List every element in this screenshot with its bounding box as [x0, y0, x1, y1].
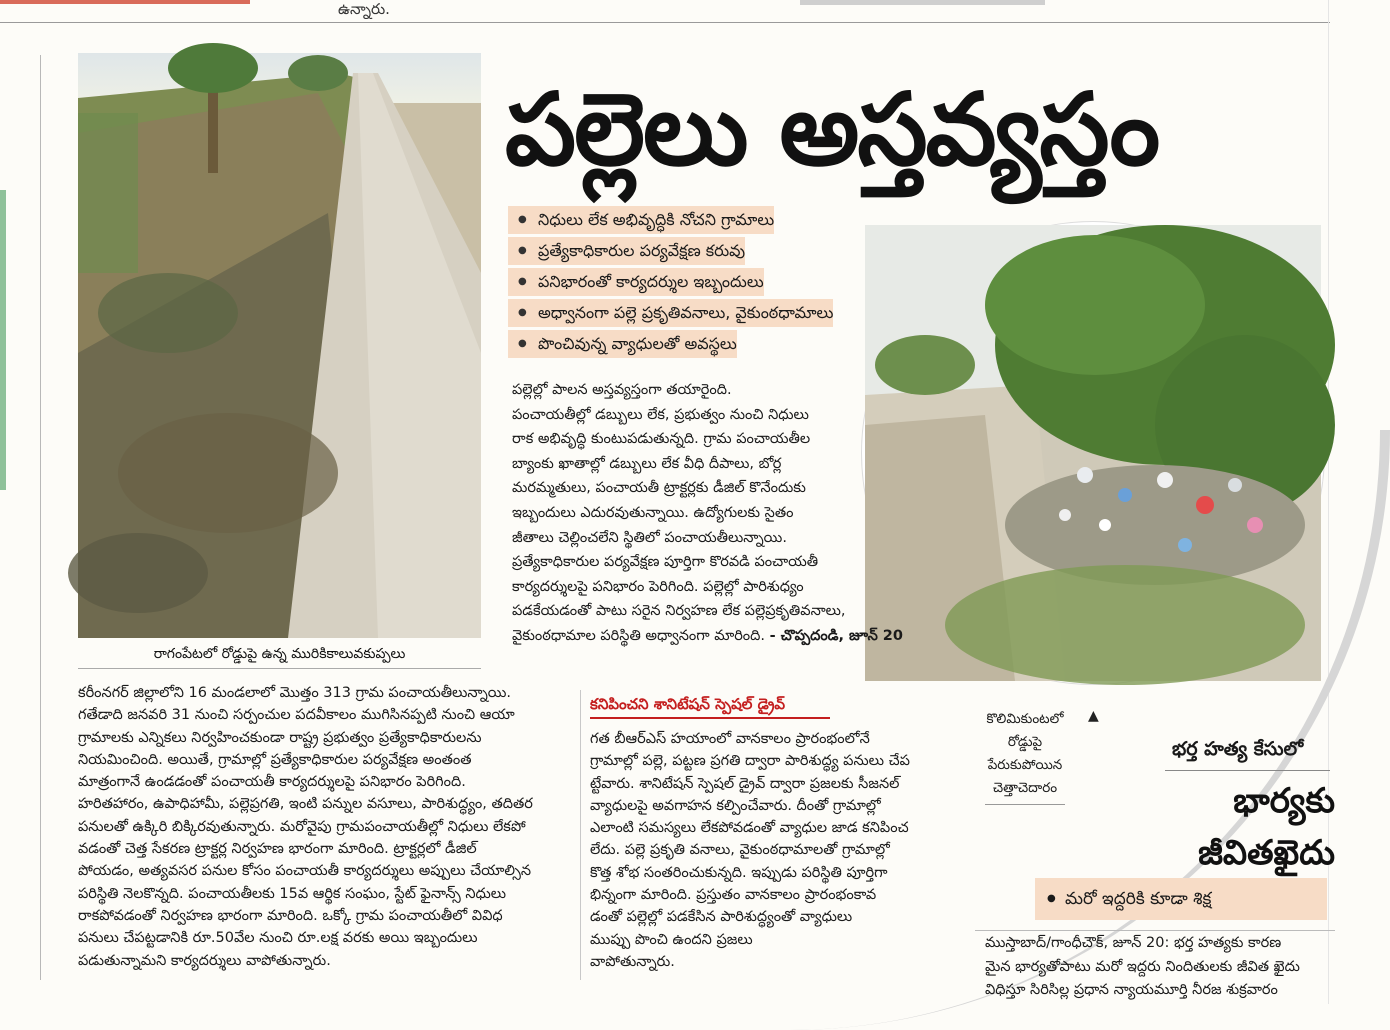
top-strip — [0, 0, 1387, 28]
body-line: జీతాలు చెల్లించలేని స్థితిలో పంచాయతీలున్నాయి. — [512, 529, 787, 546]
bullet-item: ● పనిభారంతో కార్యదర్శుల ఇబ్బందులు — [508, 268, 764, 296]
body-line: వైకుంఠధామాల పరిస్థితి అధ్వానంగా మారింది. - చొప్పదండి, జూన్ 20 — [512, 627, 903, 644]
photo1-caption: రాగంపేటలో రోడ్డుపై ఉన్న మురికికాలువకుప్పలు — [78, 640, 481, 669]
body-line: పనులతో ఉక్కిరి బిక్కిరవుతున్నారు. మరోవైపు గ్రామపంచాయతీల్లో నిధులు లేకపో — [78, 818, 526, 835]
garbage-heap-circle-photo — [862, 222, 1324, 684]
kicker-rule — [1165, 770, 1330, 771]
body-line: పడుతున్నామని కార్యదర్శులు వాపోతున్నారు. — [78, 952, 331, 969]
top-rule — [0, 22, 1330, 23]
body-line: పంచాయతీల్లో డబ్బులు లేక, ప్రభుత్వం నుంచి నిధులు — [512, 406, 809, 423]
body-line: కరీంనగర్ జిల్లాలోని 16 మండలాలో మొత్తం 313 గ్రామ పంచాయతీలున్నాయి. — [78, 685, 511, 701]
body-line: పల్లెల్లో పాలన అస్తవ్యస్తంగా తయారైంది. — [512, 382, 732, 398]
body-line: ప్రత్యేకాధికారుల పర్యవేక్షణ పూర్తిగా కొరవడి పంచాయతీ — [512, 554, 819, 571]
crime-rule — [975, 930, 1335, 931]
body-line: బ్యాంకు ఖాతాల్లో డబ్బులు లేక వీధి దీపాలు, బోర్ల — [512, 455, 782, 472]
grey-color-bar — [800, 0, 1045, 5]
road-garbage-photo — [78, 53, 481, 638]
photo2-caption — [975, 708, 1075, 805]
body-line: పనులు చేపట్టడానికి రూ.50వేల నుంచి రూ.లక్ష వరకు అయి ఇబ్బందులు — [78, 930, 478, 947]
caption-line: రోడ్డుపై — [1007, 734, 1043, 750]
body-line: గత బీఆర్ఎస్ హయాంలో వానకాలం ప్రారంభంలోనే — [590, 731, 870, 747]
body-line: గ్రామాల్లో పల్లె, పట్టణ ప్రగతి ద్వారా పారిశుద్ధ్య పనులు చేప — [590, 753, 910, 770]
body-line: మైన భార్యతోపాటు మరో ఇద్దరు నిందితులకు జీవిత ఖైదు — [985, 958, 1300, 975]
body-line: హరితహారం, ఉపాధిహామీ, పల్లెప్రగతి, ఇంటి పన్నుల వసూలు, పారిశుద్ధ్యం, తదితర — [78, 796, 533, 813]
body-line: ముస్తాబాద్/గాంధీచౌక్, జూన్ 20: భర్త హత్యకు కారణ — [985, 935, 1282, 951]
left-edge — [0, 40, 8, 680]
body-line: గ్రామాలకు ఎన్నికలు నిర్వహించకుండా రాష్ట్ర ప్రభుత్వం ప్రత్యేకాధికారులను — [78, 729, 482, 746]
body-line: పడకేయడంతో పాటు సరైన నిర్వహణ లేక పల్లెప్రకృతివనాలు, — [512, 603, 846, 620]
red-color-bar — [0, 0, 250, 4]
column-rule — [580, 690, 581, 980]
body-line: రాక అభివృద్ధి కుంటుపడుతున్నది. గ్రామ పంచాయతీల — [512, 431, 811, 448]
body-line: వ్యాధులపై అవగాహన కల్పించేవారు. దీంతో గ్రామాల్లో — [590, 797, 881, 814]
caption-line: కొలిమికుంటలో — [986, 711, 1064, 727]
body-line: గతేడాది జనవరి 31 నుంచి సర్పంచుల పదవీకాలం ముగిసినప్పటి నుంచి ఆయా — [78, 707, 515, 724]
crime-headline: భార్యకు జీవితఖైదు — [1198, 781, 1335, 873]
dateline: - చొప్పదండి, జూన్ 20 — [769, 627, 903, 644]
crime-story-body — [985, 932, 1330, 1003]
body-line: విధిస్తూ సిరిసిల్ల ప్రధాన న్యాయమూర్తి నీరజ శుక్రవారం — [985, 982, 1278, 998]
body-line: భిన్నంగా మారింది. ప్రస్తుతం వానకాలం ప్రారంభంకావ — [590, 887, 877, 904]
body-line: ఇబ్బందులు ఎదురవుతున్నాయి. ఉద్యోగులకు సైతం — [512, 504, 794, 521]
body-line: కార్యదర్శులపై పనిభారం పెరిగింది. పల్లెల్లో పారిశుధ్యం — [512, 578, 804, 595]
left-edge-green-strip — [0, 190, 6, 490]
body-line: మాత్రంగానే ఉండడంతో పంచాయతీ కార్యదర్శులపై పనిభారం పెరిగింది. — [78, 774, 466, 791]
body-line: రాకపోవడంతో నిర్వహణ భారంగా మారింది. ఒక్కో గ్రామ పంచాయతీలో వివిధ — [78, 907, 503, 924]
caption-pointer-icon: ▲ — [1088, 708, 1099, 724]
bullet-item: ● నిధులు లేక అభివృద్ధికి నోచని గ్రామాలు — [508, 206, 774, 234]
body-line: నియమించింది. అయితే, గ్రామాల్లో ప్రత్యేకాధికారుల పర్యవేక్షణ అంతంత — [78, 751, 472, 768]
body-line: పరిస్థితి నెలకొన్నది. పంచాయతీలకు 15వ ఆర్థిక సంఘం, స్టేట్ ఫైనాన్స్ నిధులు — [78, 885, 507, 902]
main-headline: పల్లెలు అస్తవ్యస్తం — [505, 71, 1159, 188]
body-line: డంతో పల్లెల్లో పడకేసిన పారిశుద్ధ్యంతో వ్యాధులు — [590, 909, 853, 926]
body-line: వాపోతున్నారు. — [590, 953, 675, 970]
body-line: ముప్పు పొంచి ఉందని ప్రజలు — [590, 931, 753, 948]
left-column-rule — [40, 55, 41, 980]
body-line: పోయడం, అత్యవసర పనుల కోసం పంచాయతీ కార్యదర్శులు అప్పులు చేయాల్సిన — [78, 863, 532, 880]
caption-line: పేరుకుపోయిన — [987, 757, 1063, 773]
caption-line: చెత్తాచెదారం — [992, 780, 1058, 796]
body-line: ట్టేవారు. శానిటేషన్ స్పెషల్ డ్రైవ్ ద్వారా ప్రజలకు సీజనల్ — [590, 775, 900, 792]
crime-subhead: ● మరో ఇద్దరికి కూడా శిక్ష — [1035, 878, 1327, 920]
crime-kicker: భర్త హత్య కేసులో — [1172, 738, 1304, 760]
lower-left-story — [78, 682, 578, 972]
previous-story-fragment: ఉన్నారు. — [338, 0, 390, 18]
bullet-item: ● అధ్వానంగా పల్లె ప్రకృతివనాలు, వైకుంఠధామాలు — [508, 299, 833, 327]
bullet-item: ● ప్రత్యేకాధికారుల పర్యవేక్షణ కరువు — [508, 237, 745, 265]
sub-headline: కనిపించని శానిటేషన్ స్పెషల్ డ్రైవ్ — [590, 692, 830, 719]
caption-rule — [985, 804, 1065, 805]
body-line: వడంతో చెత్త సేకరణ ట్రాక్టర్ల నిర్వహణ భారంగా మారింది. ట్రాక్టర్లలో డీజిల్ — [78, 841, 477, 858]
body-line: లేదు. పల్లె ప్రకృతి వనాలు, వైకుంఠధామాలతో గ్రామాల్లో — [590, 842, 890, 859]
body-line: ఎలాంటి సమస్యలు లేకపోవడంతో వ్యాధుల జాడ కనిపించ — [590, 820, 909, 837]
body-line: మరమ్మతులు, పంచాయతీ ట్రాక్టర్లకు డీజిల్ కొనేందుకు — [512, 480, 806, 497]
bullet-item: ● పొంచివున్న వ్యాధులతో అవస్థలు — [508, 330, 737, 358]
body-line: కొత్త శోభ సంతరించుకున్నది. ఇప్పుడు పరిస్థితి పూర్తిగా — [590, 864, 888, 881]
main-story-body — [512, 378, 903, 649]
sub-story-body — [590, 728, 930, 973]
